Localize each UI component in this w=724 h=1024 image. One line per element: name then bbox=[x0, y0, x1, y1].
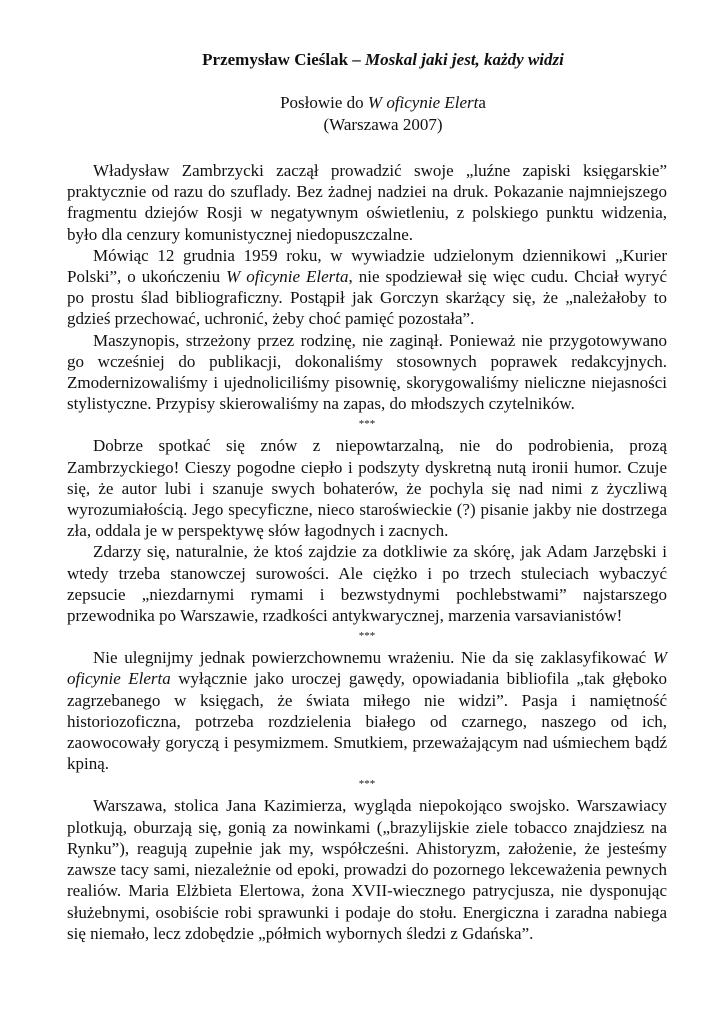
place-year: (Warszawa 2007) bbox=[323, 115, 443, 134]
section-separator: *** bbox=[358, 778, 376, 791]
paragraph bbox=[67, 647, 667, 774]
section-separator: *** bbox=[358, 630, 376, 643]
afterword-italic: W oficynie Elert bbox=[367, 93, 479, 112]
page-title bbox=[0, 50, 724, 70]
afterword-suffix: a bbox=[478, 93, 486, 112]
afterword-prefix: Posłowie do bbox=[280, 93, 368, 112]
paragraph: Dobrze spotkać się znów z niepowtarzalną, nie do podrobienia, prozą Zambrzyckiego! Cieszy pogodne ciepło i podszyty dyskretną nutą ironii humor. Czuje się, że autor lubi i szanuje swych bohaterów, że pochyla się nad nimi z życzliwą wyrozumiałością. Jego specyficzne, nieco staroświeckie (?) pisanie jakby nie dostrzega zła, oddala je w perspektywę słów łagodnych i zacnych. bbox=[67, 436, 667, 541]
paragraph-text: wyłącznie jako uroczej gawędy, opowiadania bibliofila „tak głęboko zagrzebanego w księgach, że świata miłego nie widzi”. Pasja i namiętność historiozoficzna, potrzeba rozdzielenia białego od czarnego, naszego od ich, zaowocowały goryczą i pesymizmem. Smutkiem, przeważającym nad uśmiechem bądź kpiną. bbox=[67, 669, 667, 774]
italic-book-title: W oficynie Elerta bbox=[226, 267, 349, 287]
book-title: Moskal jaki jest, każdy widzi bbox=[365, 50, 564, 69]
paragraph: Maszynopis, strzeżony przez rodzinę, nie zaginął. Ponieważ nie przygotowywano go wcześniej do publikacji, dokonaliśmy stosownych poprawek redakcyjnych. Zmodernizowaliśmy i ujednoliciliśmy pisownię, skorygowaliśmy nieliczne niejasności stylistyczne. Przypisy skierowaliśmy na zapas, do młodszych czytelników. bbox=[67, 330, 667, 414]
paragraph bbox=[67, 245, 667, 330]
paragraph: Warszawa, stolica Jana Kazimierza, wygląda niepokojąco swojsko. Warszawiacy plotkują, oburzają się, gonią za nowinkami („brazylijskie ziele tobacco znajdziesz na Rynku”), reagują zupełnie jak my, współcześni. Ahistoryzm, założenie, że jesteśmy zawsze tacy sami, niezależnie od epoki, prowadzi do pozornego lekceważenia pewnych realiów. Maria Elżbieta Elertowa, żona XVII-wiecznego patrycjusza, nie dysponując służebnymi, osobiście robi sprawunki i podaje do stołu. Energiczna i zaradna nabiega się niemało, lecz zdobędzie „półmich wybornych śledzi z Gdańska”. bbox=[67, 796, 667, 943]
paragraph: Zdarzy się, naturalnie, że ktoś zajdzie za dotkliwie za skórę, jak Adam Jarzębski i wtedy trzeba stanowczej surowości. Ale ciężko i po trzech stuleciach wybaczyć zepsucie „niezdarnymi rymami i bezwstydnymi pochlebstwami” najstarszego przewodnika po Warszawie, rzadkości antykwarycznej, marzenia varsavianistów! bbox=[67, 542, 667, 626]
paragraph-text: , nie spodziewał się więc cudu. Chciał wyryć po prostu ślad bibliograficzny. Postąpił jak Gorczyn skarżący się, że „należałoby to gdzieś przechować, uchronić, żeby choć pamięć pozostała”. bbox=[67, 267, 667, 329]
afterword-line bbox=[0, 93, 724, 113]
paragraph-text: Mówiąc 12 grudnia 1959 roku, w wywiadzie udzielonym dziennikowi „Kurier Polski”, o ukończeniu bbox=[67, 245, 667, 287]
paragraph-text: Nie ulegnijmy jednak powierzchownemu wrażeniu. Nie da się zaklasyfikować bbox=[93, 648, 653, 668]
title-dash: – bbox=[348, 50, 366, 69]
body-text bbox=[67, 160, 667, 944]
author-name: Przemysław Cieślak bbox=[202, 50, 349, 69]
paragraph: Władysław Zambrzycki zaczął prowadzić swoje „luźne zapiski księgarskie” praktycznie od razu do szuflady. Bez żadnej nadziei na druk. Pokazanie najmniejszego fragmentu dziejów Rosji w negatywnym oświetleniu, z polskiego punktu widzenia, było dla cenzury komunistycznej niedopuszczalne. bbox=[67, 161, 667, 244]
section-separator: *** bbox=[358, 418, 376, 431]
italic-book-title: W oficynie Elerta bbox=[67, 648, 667, 689]
